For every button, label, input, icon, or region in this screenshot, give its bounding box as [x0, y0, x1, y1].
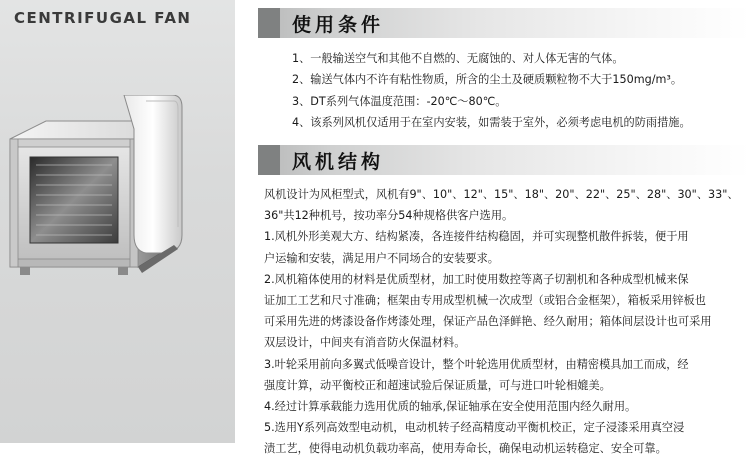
left-panel — [0, 0, 235, 443]
structure-line: 3.叶轮采用前向多翼式低噪音设计，整个叶轮选用优质型材，由精密模具加工而成，经 — [264, 357, 689, 371]
fan-product-image — [6, 95, 228, 295]
section-marker — [258, 8, 280, 38]
condition-line: 1、一般输送空气和其他不自燃的、无腐蚀的、对人体无害的气体。 — [292, 52, 624, 65]
structure-line: 风机设计为风柜型式，风机有9"、10"、12"、15"、18"、20"、22"、25"、28"、30"、33"、 — [264, 188, 739, 201]
structure-line: 渍工艺，使得电动机负载功率高，使用寿命长，确保电动机运转稳定、安全可靠。 — [264, 442, 667, 456]
structure-line: 可采用先进的烤漆设备作烤漆处理，保证产品色泽鲜艳、经久耐用；箱体间层设计也可采用 — [264, 315, 712, 329]
structure-line: 5.选用Y系列高效型电动机，电动机转子经高精度动平衡机校正，定子浸漆采用真空浸 — [264, 421, 685, 435]
structure-line: 强度计算，动平衡校正和超速试验后保证质量，可与进口叶轮相媲美。 — [264, 378, 611, 392]
section-marker — [258, 145, 280, 175]
structure-line: 证加工工艺和尺寸准确；框架由专用成型机械一次成型（或铝合金框架），箱板采用锌板也 — [264, 294, 706, 308]
fan-outlet — [30, 157, 118, 243]
structure-line: 36"共12种机号，按功率分54种规格供客户选用。 — [264, 209, 514, 223]
condition-line: 2、输送气体内不许有粘性物质，所含的尘土及硬质颗粒物不大于150mg/m³。 — [292, 73, 683, 87]
section-title-structure: 风机结构 — [292, 151, 385, 173]
conditions-list — [292, 48, 742, 133]
section-header-conditions — [258, 8, 750, 38]
structure-line: 双层设计，中间夹有消音防火保温材料。 — [264, 336, 466, 350]
condition-line: 3、DT系列气体温度范围：-20℃～80℃。 — [292, 94, 507, 108]
structure-line: 户运输和安装，满足用户不同场合的安装要求。 — [264, 251, 499, 265]
condition-line: 4、该系列风机仅适用于在室内安装，如需装于室外，必须考虑电机的防雨措施。 — [292, 115, 691, 129]
section-title-conditions: 使用条件 — [292, 14, 385, 36]
structure-text — [264, 184, 746, 460]
structure-line: 4.经过计算承载能力选用优质的轴承,保证轴承在安全使用范围内经久耐用。 — [264, 400, 637, 414]
brand-title: CENTRIFUGAL FAN — [14, 9, 192, 27]
section-header-structure — [258, 145, 750, 175]
structure-line: 2.风机箱体使用的材料是优质型材，加工时使用数控等离子切割机和各种成型机械来保 — [264, 272, 689, 286]
structure-line: 1.风机外形美观大方、结构紧凑，各连接件结构稳固，并可实现整机散件拆装，便于用 — [264, 230, 689, 244]
